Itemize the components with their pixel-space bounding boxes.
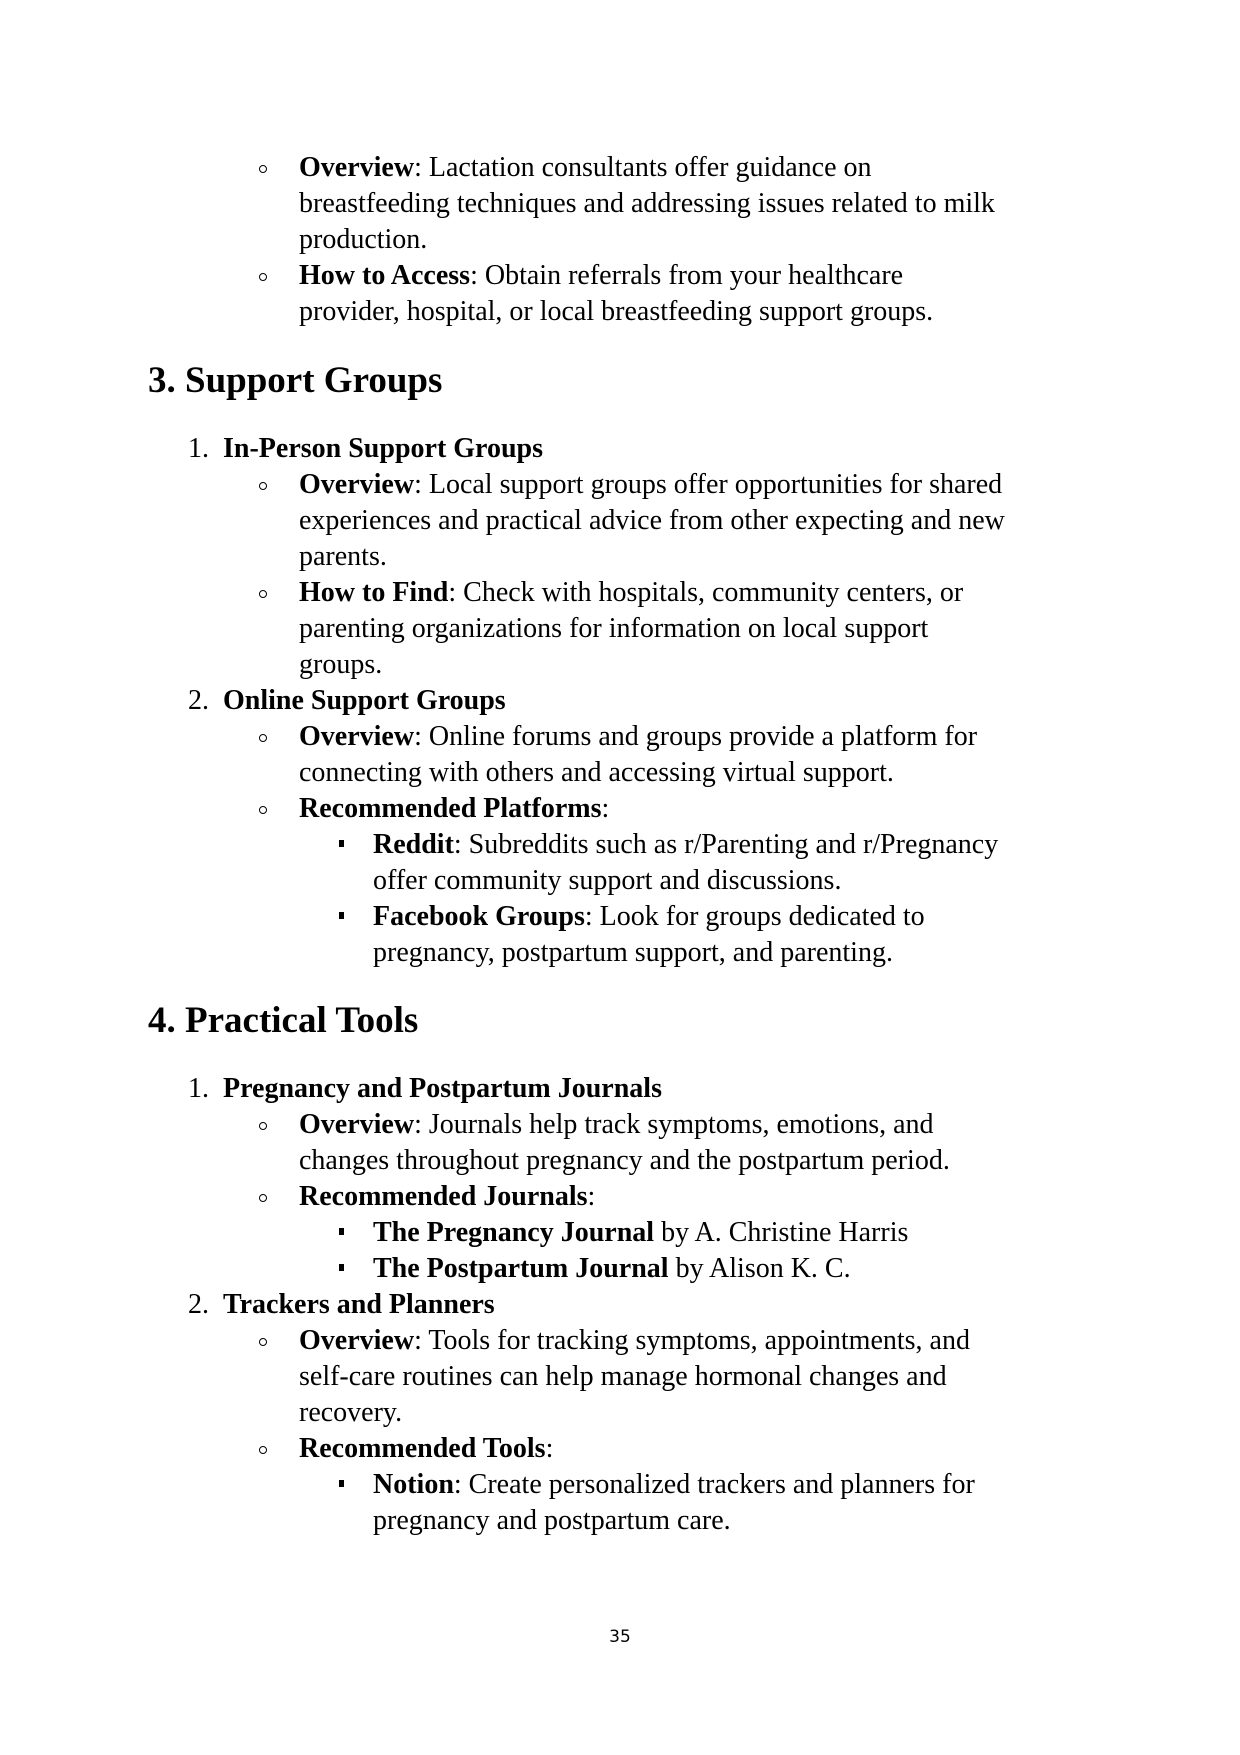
list-item (299, 1431, 553, 1467)
list-item (299, 1107, 934, 1143)
item-text: : (601, 793, 610, 824)
circle-bullet-icon (259, 734, 267, 742)
square-bullet-icon (339, 1228, 344, 1235)
subitem-text: : Create personalized trackers and planners for (453, 1469, 975, 1500)
list-item (299, 1323, 970, 1359)
subsection-title-text: Trackers and Planners (223, 1289, 495, 1320)
list-subitem (373, 827, 998, 863)
subitem-label: The Pregnancy Journal (373, 1217, 655, 1248)
list-subitem (373, 899, 925, 935)
item-label: Recommended Platforms (299, 793, 602, 824)
square-bullet-icon (339, 1264, 344, 1271)
circle-bullet-icon (259, 1446, 267, 1454)
item-text-line: production. (299, 224, 428, 255)
subitem-text: by Alison K. C. (668, 1253, 851, 1284)
subitem-text: by A. Christine Harris (654, 1217, 909, 1248)
item-label: Overview (299, 1325, 415, 1356)
item-text: : Obtain referrals from your healthcare (470, 260, 904, 291)
subitem-label: The Postpartum Journal (373, 1253, 669, 1284)
list-item (299, 1179, 595, 1215)
item-text-line: parenting organizations for information on local support (299, 613, 929, 644)
item-label: Overview (299, 721, 415, 752)
subsection-title-text: In-Person Support Groups (223, 433, 544, 464)
section-heading: 3. Support Groups (148, 360, 443, 401)
subitem-text-line: offer community support and discussions. (373, 865, 842, 896)
subsection-title (223, 431, 543, 467)
item-text: : Local support groups offer opportunities for shared (414, 469, 1003, 500)
circle-bullet-icon (259, 1338, 267, 1346)
subsection-number: 2. (188, 685, 209, 716)
subitem-text: : Look for groups dedicated to (584, 901, 925, 932)
item-text-line: self-care routines can help manage hormonal changes and (299, 1361, 947, 1392)
list-item (299, 467, 1002, 503)
subitem-label: Notion (373, 1469, 454, 1500)
circle-bullet-icon (259, 482, 267, 490)
list-item (299, 791, 609, 827)
item-text: : Check with hospitals, community centers, or (448, 577, 964, 608)
list-item (299, 575, 963, 611)
item-label: Recommended Journals (299, 1181, 588, 1212)
item-label: Overview (299, 152, 415, 183)
subitem-text-line: pregnancy and postpartum care. (373, 1505, 731, 1536)
subitem-text: : Subreddits such as r/Parenting and r/Pregnancy (453, 829, 999, 860)
page-number: 35 (609, 1627, 631, 1647)
circle-bullet-icon (259, 165, 267, 173)
circle-bullet-icon (259, 806, 267, 814)
square-bullet-icon (339, 840, 344, 847)
item-text-line: connecting with others and accessing virtual support. (299, 757, 894, 788)
subsection-title-text: Online Support Groups (223, 685, 506, 716)
item-label: How to Find (299, 577, 449, 608)
item-text: : Online forums and groups provide a platform for (414, 721, 978, 752)
item-text: : (545, 1433, 554, 1464)
item-text-line: parents. (299, 541, 387, 572)
item-text-line: groups. (299, 649, 383, 680)
subitem-label: Reddit (373, 829, 454, 860)
list-item (299, 150, 872, 186)
item-text-line: recovery. (299, 1397, 403, 1428)
square-bullet-icon (339, 1480, 344, 1487)
item-label: Overview (299, 469, 415, 500)
list-item (299, 258, 903, 294)
item-text: : Lactation consultants offer guidance on (414, 152, 872, 183)
list-item (299, 719, 977, 755)
circle-bullet-icon (259, 1122, 267, 1130)
item-text-line: experiences and practical advice from other expecting and new (299, 505, 1005, 536)
square-bullet-icon (339, 912, 344, 919)
subsection-title (223, 683, 506, 719)
item-text: : (587, 1181, 596, 1212)
item-text-line: breastfeeding techniques and addressing issues related to milk (299, 188, 995, 219)
item-text: : Tools for tracking symptoms, appointments, and (414, 1325, 970, 1356)
circle-bullet-icon (259, 273, 267, 281)
subsection-number: 1. (188, 1073, 209, 1104)
section-heading: 4. Practical Tools (148, 1000, 419, 1041)
list-subitem (373, 1251, 851, 1287)
item-text: : Journals help track symptoms, emotions, and (414, 1109, 934, 1140)
subsection-title-text: Pregnancy and Postpartum Journals (223, 1073, 662, 1104)
subsection-number: 1. (188, 433, 209, 464)
item-label: Overview (299, 1109, 415, 1140)
circle-bullet-icon (259, 1194, 267, 1202)
item-label: Recommended Tools (299, 1433, 546, 1464)
subsection-number: 2. (188, 1289, 209, 1320)
subitem-label: Facebook Groups (373, 901, 585, 932)
list-subitem (373, 1467, 975, 1503)
item-label: How to Access (299, 260, 471, 291)
list-subitem (373, 1215, 908, 1251)
circle-bullet-icon (259, 590, 267, 598)
item-text-line: provider, hospital, or local breastfeeding support groups. (299, 296, 934, 327)
subsection-title (223, 1071, 662, 1107)
item-text-line: changes throughout pregnancy and the postpartum period. (299, 1145, 950, 1176)
subsection-title (223, 1287, 495, 1323)
subitem-text-line: pregnancy, postpartum support, and parenting. (373, 937, 893, 968)
